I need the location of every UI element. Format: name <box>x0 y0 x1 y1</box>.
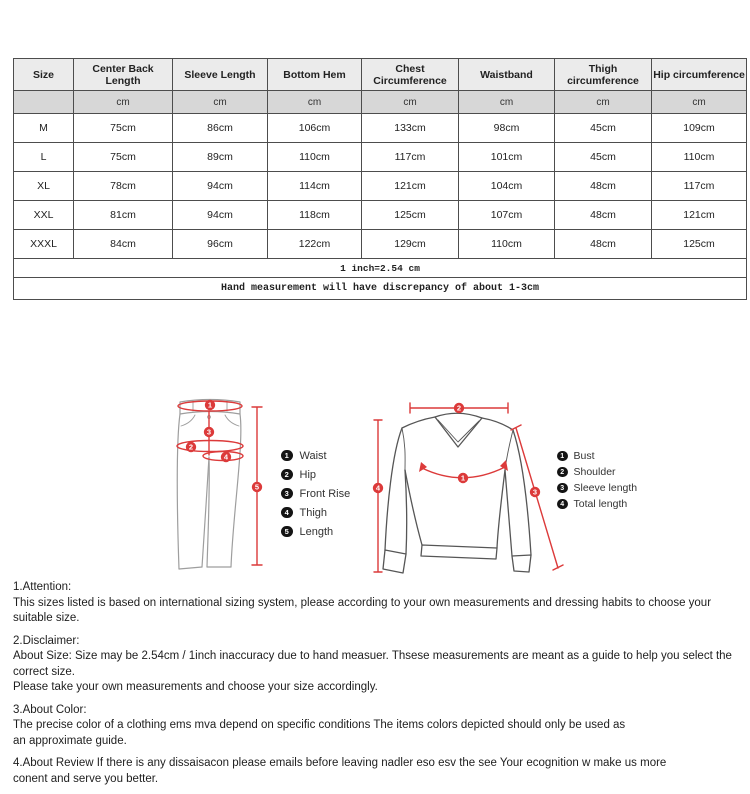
value-cell: 48cm <box>555 172 652 201</box>
legend-number-badge: 2 <box>281 469 293 481</box>
value-cell: 94cm <box>173 172 268 201</box>
value-cell: 129cm <box>362 230 459 259</box>
pants-marker-front-rise <box>204 427 214 437</box>
value-cell: 84cm <box>74 230 173 259</box>
note-heading: 2.Disclaimer: <box>13 634 80 647</box>
note-block <box>13 703 744 750</box>
legend-label: Sleeve length <box>573 482 638 494</box>
value-cell: 118cm <box>268 201 362 230</box>
svg-text:2: 2 <box>188 442 194 452</box>
legend-label: Length <box>299 525 334 538</box>
size-cell: XL <box>14 172 74 201</box>
legend-item <box>281 465 350 484</box>
column-header: Size <box>14 59 74 91</box>
hand-note-row <box>14 278 747 300</box>
value-cell: 125cm <box>362 201 459 230</box>
column-header: Sleeve Length <box>173 59 268 91</box>
svg-text:4: 4 <box>375 483 381 493</box>
note-block <box>13 634 744 696</box>
size-table <box>13 58 747 300</box>
value-cell: 117cm <box>362 143 459 172</box>
svg-text:1: 1 <box>207 400 213 410</box>
size-row <box>14 201 747 230</box>
size-cell: XXXL <box>14 230 74 259</box>
legend-number-badge: 1 <box>281 450 293 462</box>
unit-cell: cm <box>268 91 362 114</box>
legend-number-badge: 1 <box>557 451 568 462</box>
size-row <box>14 230 747 259</box>
note-heading: 1.Attention: <box>13 581 72 593</box>
legend-label: Thigh <box>299 506 328 519</box>
legend-item <box>281 522 350 541</box>
value-cell: 121cm <box>362 172 459 201</box>
shirt-marker-sleeve-length <box>530 487 540 497</box>
size-cell: M <box>14 114 74 143</box>
svg-text:5: 5 <box>254 482 260 492</box>
value-cell: 110cm <box>652 143 747 172</box>
sweater-outline-icon <box>383 413 531 573</box>
pants-marker-length <box>252 482 262 492</box>
legend-item <box>281 446 350 465</box>
unit-cell: cm <box>555 91 652 114</box>
legend-number-badge: 4 <box>557 499 568 510</box>
column-header: Chest Circumference <box>362 59 459 91</box>
unit-cell: cm <box>652 91 747 114</box>
value-cell: 125cm <box>652 230 747 259</box>
value-cell: 98cm <box>459 114 555 143</box>
value-cell: 104cm <box>459 172 555 201</box>
value-cell: 45cm <box>555 114 652 143</box>
legend-item <box>557 464 637 480</box>
value-cell: 106cm <box>268 114 362 143</box>
unit-cell: cm <box>459 91 555 114</box>
unit-cell: cm <box>362 91 459 114</box>
value-cell: 110cm <box>459 230 555 259</box>
legend-label: Waist <box>299 449 327 462</box>
size-row <box>14 143 747 172</box>
value-cell: 48cm <box>555 230 652 259</box>
legend-label: Hip <box>299 468 317 481</box>
value-cell: 117cm <box>652 172 747 201</box>
note-line: an approximate guide. <box>13 734 127 747</box>
value-cell: 86cm <box>173 114 268 143</box>
size-row <box>14 114 747 143</box>
svg-text:3: 3 <box>532 487 538 497</box>
legend-item <box>557 480 637 496</box>
value-cell: 96cm <box>173 230 268 259</box>
note-block <box>13 756 744 787</box>
legend-label: Shoulder <box>573 466 616 478</box>
legend-item <box>281 503 350 522</box>
legend-number-badge: 4 <box>281 507 293 519</box>
shirt-marker-total-length <box>373 483 383 493</box>
size-row <box>14 172 747 201</box>
pants-marker-waist <box>205 400 215 410</box>
value-cell: 110cm <box>268 143 362 172</box>
legend-item <box>281 484 350 503</box>
value-cell: 114cm <box>268 172 362 201</box>
inch-note: 1 inch=2.54 cm <box>14 259 747 278</box>
value-cell: 109cm <box>652 114 747 143</box>
legend-number-badge: 3 <box>281 488 293 500</box>
inch-note-row <box>14 259 747 278</box>
notes-section <box>13 580 744 794</box>
hand-note: Hand measurement will have discrepancy of about 1-3cm <box>14 278 747 300</box>
svg-text:1: 1 <box>460 473 466 483</box>
pants-marker-hip <box>186 442 196 452</box>
svg-text:2: 2 <box>456 403 462 413</box>
column-header: Waistband <box>459 59 555 91</box>
legend-number-badge: 3 <box>557 483 568 494</box>
pants-diagram <box>155 393 270 575</box>
legend-label: Bust <box>573 450 595 462</box>
value-cell: 133cm <box>362 114 459 143</box>
column-header: Bottom Hem <box>268 59 362 91</box>
pants-measure-lines <box>177 400 262 565</box>
svg-text:3: 3 <box>206 427 212 437</box>
note-heading: 3.About Color: <box>13 703 87 716</box>
note-line: The precise color of a clothing ems mva depend on specific conditions The items colors depicted should only be used as <box>13 719 626 731</box>
shirt-legend <box>557 448 637 512</box>
value-cell: 101cm <box>459 143 555 172</box>
value-cell: 48cm <box>555 201 652 230</box>
note-line: 4.About Review If there is any dissaisacon please emails before leaving nadler eso esv the see Your ecognition w make us more <box>13 757 667 769</box>
value-cell: 94cm <box>173 201 268 230</box>
shirt-marker-bust <box>458 473 468 483</box>
unit-cell: cm <box>74 91 173 114</box>
pants-marker-thigh <box>221 452 231 462</box>
legend-item <box>557 448 637 464</box>
value-cell: 122cm <box>268 230 362 259</box>
value-cell: 75cm <box>74 143 173 172</box>
value-cell: 45cm <box>555 143 652 172</box>
size-cell: L <box>14 143 74 172</box>
column-header: Center Back Length <box>74 59 173 91</box>
unit-row <box>14 91 747 114</box>
column-header: Hip circumference <box>652 59 747 91</box>
legend-item <box>557 496 637 512</box>
unit-cell <box>14 91 74 114</box>
note-block <box>13 580 744 627</box>
value-cell: 75cm <box>74 114 173 143</box>
size-cell: XXL <box>14 201 74 230</box>
note-line: conent and serve you better. <box>13 772 159 785</box>
value-cell: 121cm <box>652 201 747 230</box>
note-line: About Size: Size may be 2.54cm / 1inch inaccuracy due to hand measuer. Thsese measurements are meant as a guide to help you select the correct size. <box>13 650 732 678</box>
value-cell: 107cm <box>459 201 555 230</box>
legend-number-badge: 2 <box>557 467 568 478</box>
sweater-diagram <box>370 392 565 578</box>
svg-text:4: 4 <box>223 452 229 462</box>
pants-legend <box>281 446 350 541</box>
value-cell: 89cm <box>173 143 268 172</box>
note-line: Please take your own measurements and choose your size accordingly. <box>13 681 378 693</box>
legend-number-badge: 5 <box>281 526 293 538</box>
value-cell: 78cm <box>74 172 173 201</box>
shirt-marker-shoulder <box>454 403 464 413</box>
column-header: Thigh circumference <box>555 59 652 91</box>
value-cell: 81cm <box>74 201 173 230</box>
table-header-row <box>14 59 747 91</box>
note-line: This sizes listed is based on international sizing system, please according to your own measurements and dressing habits to choose your suitable size. <box>13 596 712 624</box>
unit-cell: cm <box>173 91 268 114</box>
legend-label: Total length <box>573 498 628 510</box>
legend-label: Front Rise <box>299 487 351 500</box>
